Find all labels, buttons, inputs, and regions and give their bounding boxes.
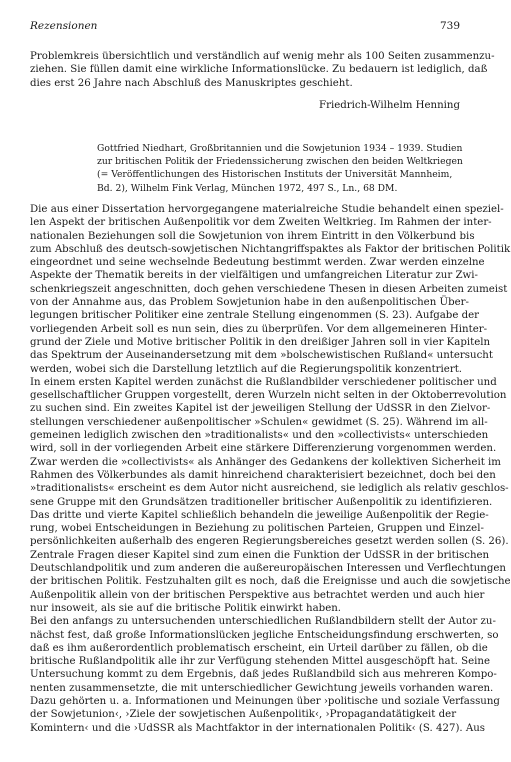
reviewer-signature: Friedrich-Wilhelm Henning <box>319 100 460 111</box>
citation-line: Gottfried Niedhart, Großbritannien und die Sowjetunion 1934 – 1939. Studien <box>97 143 463 154</box>
text-line: In einem ersten Kapitel werden zunächst die Rußlandbilder verschiedener politischer und <box>30 376 497 388</box>
text-line: Deutschlandpolitik und zum anderen die außereuropäischen Interessen und Verflechtungen <box>30 563 506 575</box>
text-line: Aspekte der Thematik bereits in der vielfältigen und umfangreichen Literatur zur Zwi- <box>30 270 478 282</box>
running-head <box>30 20 460 38</box>
text-line: nationalen Beziehungen soll die Sowjetunion von ihrem Eintritt in den Völkerbund bis <box>30 230 475 242</box>
section-title: Rezensionen <box>30 20 98 32</box>
text-line: Zwar werden die »collectivists« als Anhänger des Gedankens der kollektiven Sicherheit im <box>30 456 501 468</box>
text-line: Bei den anfangs zu untersuchenden unterschiedlichen Rußlandbildern stellt der Autor zu- <box>30 616 496 628</box>
text-line: Komintern‹ und die ›UdSSR als Machtfaktor in der internationalen Politik‹ (S. 427). Aus <box>30 722 486 734</box>
text-line: Zentrale Fragen dieser Kapitel sind zum einen die Funktion der UdSSR in der britischen <box>30 549 490 561</box>
text-line: sene Gruppe mit den Grundsätzen traditioneller britischer Außenpolitik zu identifizieren. <box>30 496 493 508</box>
text-line: wird, soll in der vorliegenden Arbeit eine stärkere Differenzierung vorgenommen werden. <box>30 443 497 455</box>
text-line: »traditionalists« erscheint es dem Autor nicht ausreichend, sie lediglich als relativ geschlos- <box>30 483 509 495</box>
text-line: nächst fest, daß große Informationslücken jegliche Entscheidungsfindung erschwerten, so <box>30 629 499 641</box>
text-line: britische Rußlandpolitik alle ihr zur Verfügung stehenden Mittel ausgeschöpft hat. Seine <box>30 656 491 668</box>
text-line: stellungen verschiedener außenpolitischer »Schulen« gewidmet (S. 25). Während im all- <box>30 416 488 428</box>
text-line: zum Abschluß des deutsch-sowjetischen Nichtangriffspaktes als Faktor der britischen Politik <box>30 243 511 255</box>
review-body <box>30 203 511 735</box>
text-line: persönlichkeiten außerhalb des engeren Regierungsbereiches gesetzt werden sollen (S. 26). <box>30 536 509 548</box>
book-citation <box>97 142 467 195</box>
text-line: der britischen Politik. Festzuhalten gilt es noch, daß die Ereignisse und auch die sowjetische <box>30 576 511 588</box>
text-line: Problemkreis übersichtlich und verständlich auf wenig mehr als 100 Seiten zusammenzu- <box>30 51 495 62</box>
text-line: eingeordnet und seine wechselnde Bedeutung bestimmt werden. Zwar werden einzelne <box>30 257 485 269</box>
text-line: nur insoweit, als sie auf die britische Politik einwirkt haben. <box>30 602 342 614</box>
text-line: gemeinen lediglich zwischen den »traditionalists« und den »collectivists« unterschieden <box>30 430 489 442</box>
review-conclusion-paragraph <box>30 50 495 90</box>
text-line: werden, wobei sich die Darstellung letztlich auf die Regierungspolitik konzentriert. <box>30 363 463 375</box>
text-line: schenkriegszeit angeschnitten, doch gehen verschiedene Thesen in diesen Arbeiten zumeist <box>30 283 508 295</box>
citation-line: zur britischen Politik der Friedenssicherung zwischen den beiden Weltkriegen <box>97 156 463 168</box>
text-line: von der Annahme aus, das Problem Sowjetunion habe in den außenpolitischen Über- <box>30 297 469 309</box>
text-line: vorliegenden Arbeit soll es nun sein, dies zu überprüfen. Vor dem allgemeineren Hinter- <box>30 323 488 335</box>
text-line: gesellschaftlicher Gruppen vorgestellt, deren Wurzeln nicht selten in der Oktoberrevolution <box>30 390 507 402</box>
text-line: daß es ihm außerordentlich problematisch erscheint, ein Urteil darüber zu fällen, ob die <box>30 642 488 654</box>
text-line: Die aus einer Dissertation hervorgegangene materialreiche Studie behandelt einen speziel- <box>30 204 504 215</box>
text-line: Untersuchung kommt zu dem Ergebnis, daß jedes Rußlandbild sich aus mehreren Kompo- <box>30 669 497 681</box>
text-line: rung, wobei Entscheidungen in Beziehung zu politischen Parteien, Gruppen und Einzel- <box>30 523 484 535</box>
citation-line: Bd. 2), Wilhelm Fink Verlag, München 1972, 497 S., Ln., 68 DM. <box>97 182 398 194</box>
text-line: nenten zusammensetzte, die mit unterschiedlicher Gewichtung jeweils vorhanden waren. <box>30 682 494 694</box>
text-line: der Sowjetunion‹, ›Ziele der sowjetischen Außenpolitik‹, ›Propagandatätigkeit der <box>30 709 457 721</box>
text-line: dies erst 26 Jahre nach Abschluß des Manuskriptes geschieht. <box>30 77 353 89</box>
text-line: Rahmen des Völkerbundes als damit hinreichend charakterisiert bezeichnet, doch bei den <box>30 469 496 481</box>
text-line: ziehen. Sie füllen damit eine wirkliche Informationslücke. Zu bedauern ist lediglich, daß <box>30 64 488 76</box>
text-line: Außenpolitik allein von der britischen Perspektive aus betrachtet werden und auch hier <box>30 589 485 601</box>
text-line: grund der Ziele und Motive britischer Politik in den dreißiger Jahren soll in vier Kapiteln <box>30 336 491 348</box>
text-line: len Aspekt der britischen Außenpolitik vor dem Zweiten Weltkrieg. Im Rahmen der inter- <box>30 217 492 229</box>
citation-line: (= Veröffentlichungen des Historischen Instituts der Universität Mannheim, <box>97 169 453 181</box>
text-line: Dazu gehörten u. a. Informationen und Meinungen über ›politische und soziale Verfassung <box>30 695 500 707</box>
text-line: das Spektrum der Auseinandersetzung mit dem »bolschewistischen Rußland« untersucht <box>30 350 493 362</box>
text-line: legungen britischer Politiker eine zentrale Stellung eingenommen (S. 23). Aufgabe der <box>30 310 480 322</box>
text-line: Das dritte und vierte Kapitel schließlich behandeln die jeweilige Außenpolitik der Regie- <box>30 509 489 521</box>
page-number: 739 <box>439 20 460 32</box>
text-line: zu suchen sind. Ein zweites Kapitel ist der jeweiligen Stellung der UdSSR in den Zielvor- <box>30 403 491 415</box>
